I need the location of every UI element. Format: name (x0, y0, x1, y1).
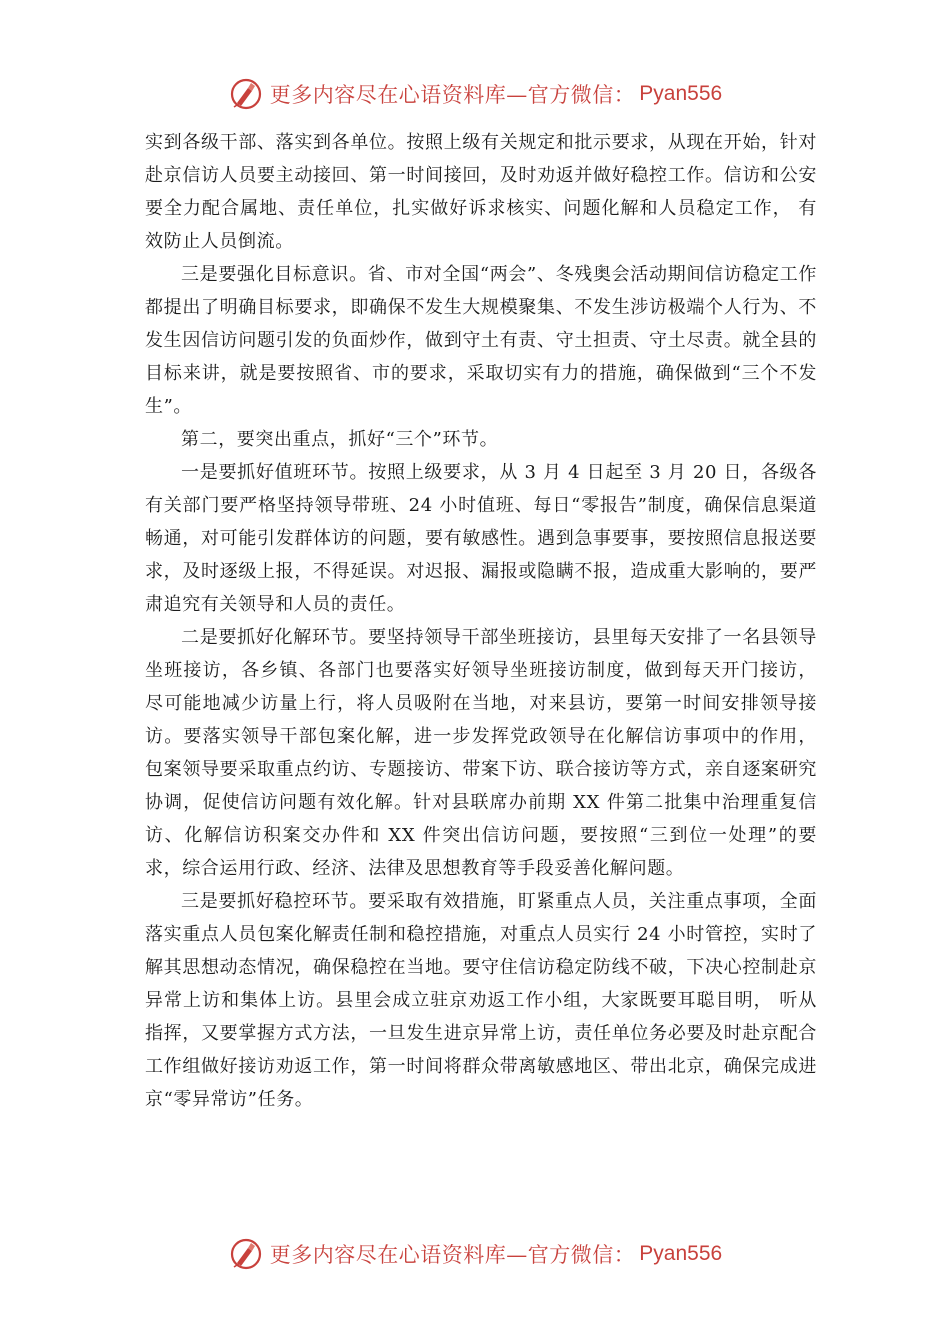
paragraph: 二是要抓好化解环节。要坚持领导干部坐班接访，县里每天安排了一名县领导坐班接访，各乡镇、各部门也要落实好领导坐班接访制度，做到每天开门接访， 尽可能地减少访量上行，将人员吸附在当地，对来县访，要第一时间安排领导接访。要落实领导干部包案化解，进一步发挥党政领导在化解信访事项中的作用， 包案领导要采取重点约访、专题接访、带案下访、联合接访等方式，亲自逐案研究协调，促使信访问题有效化解。针对县联席办前期 XX 件第二批集中治理重复信访、化解信访积案交办件和 XX 件突出信访问题，要按照“三到位一处理”的要求，综合运用行政、经济、法律及思想教育等手段妥善化解问题。 (145, 627, 817, 879)
pen-logo-icon (228, 76, 264, 112)
header-banner (0, 72, 950, 116)
banner-wechat-id: Pyan556 (639, 82, 723, 105)
banner-wechat-id: Pyan556 (639, 1242, 723, 1265)
paragraph: 一是要抓好值班环节。按照上级要求，从 3 月 4 日起至 3 月 20 日，各级各有关部门要严格坚持领导带班、24 小时值班、每日“零报告”制度，确保信息渠道畅通，对可能引发群体访的问题，要有敏感性。遇到急事要事，要按照信息报送要求，及时逐级上报，不得延误。对迟报、漏报或隐瞒不报，造成重大影响的，要严肃追究有关领导和人员的责任。 (145, 462, 817, 615)
footer-banner (0, 1232, 950, 1276)
section-heading: 第二，要突出重点，抓好“三个”环节。 (181, 429, 499, 450)
paragraph: 实到各级干部、落实到各单位。按照上级有关规定和批示要求，从现在开始，针对赴京信访人员要主动接回、第一时间接回，及时劝返并做好稳控工作。信访和公安要全力配合属地、责任单位，扎实做好诉求核实、问题化解和人员稳定工作， 有效防止人员倒流。 (145, 132, 817, 252)
paragraph: 三是要强化目标意识。省、市对全国“两会”、冬残奥会活动期间信访稳定工作都提出了明确目标要求，即确保不发生大规模聚集、不发生涉访极端个人行为、不发生因信访问题引发的负面炒作，做到守土有责、守土担责、守土尽责。就全县的目标来讲，就是要按照省、市的要求，采取切实有力的措施，确保做到“三个不发生”。 (145, 264, 817, 417)
paragraph: 三是要抓好稳控环节。要采取有效措施，盯紧重点人员，关注重点事项，全面落实重点人员包案化解责任制和稳控措施，对重点人员实行 24 小时管控，实时了解其思想动态情况，确保稳控在当地。要守住信访稳定防线不破，下决心控制赴京异常上访和集体上访。县里会成立驻京劝返工作小组，大家既要耳聪目明， 听从指挥，又要掌握方式方法，一旦发生进京异常上访，责任单位务必要及时赴京配合工作组做好接访劝返工作，第一时间将群众带离敏感地区、带出北京，确保完成进京“零异常访”任务。 (145, 891, 817, 1110)
banner-text: 更多内容尽在心语资料库—官方微信： (269, 83, 636, 107)
pen-logo-icon (228, 1236, 264, 1272)
document-body (145, 126, 817, 1116)
banner-text: 更多内容尽在心语资料库—官方微信： (269, 1243, 636, 1267)
